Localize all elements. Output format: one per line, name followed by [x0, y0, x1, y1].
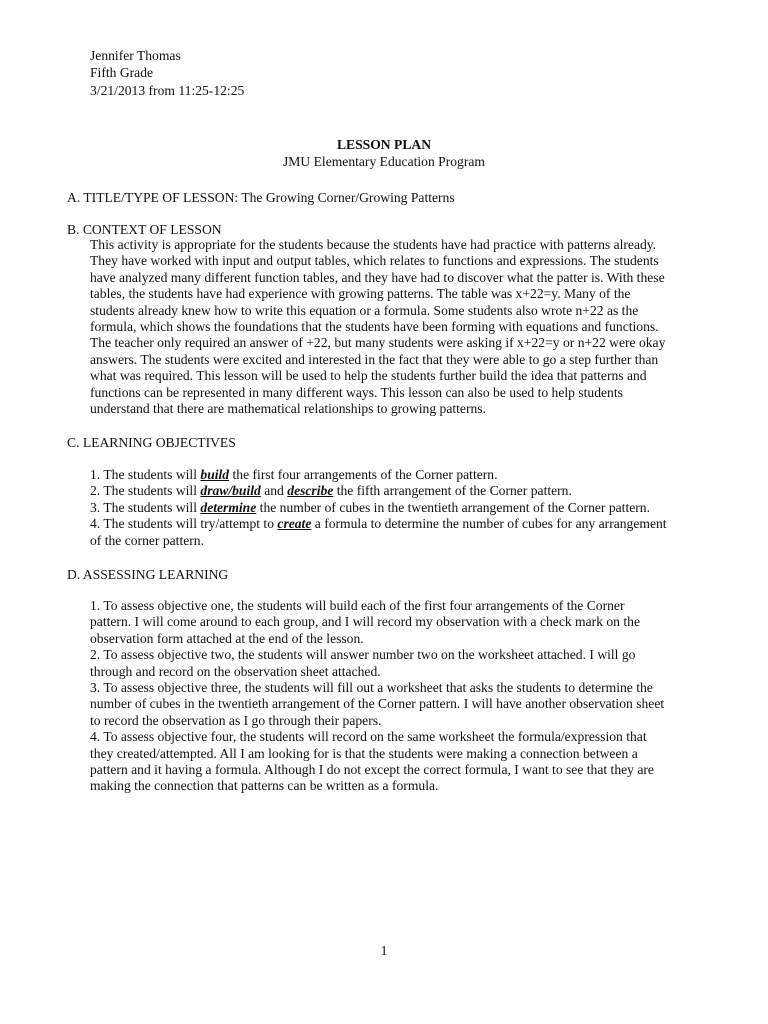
paragraph-line: observation form attached at the end of the lesson. [90, 630, 364, 646]
paragraph-line: they created/attempted. All I am looking for is that the students were making a connection between a [90, 745, 638, 761]
section-b-paragraph [90, 237, 690, 417]
grade-level: Fifth Grade [90, 65, 154, 81]
lesson-date-time: 3/21/2013 from 11:25-12:25 [90, 82, 245, 98]
section-b-heading: B. CONTEXT OF LESSON [67, 222, 222, 237]
objective-text: 4. The students will try/attempt to [90, 516, 278, 532]
author-name: Jennifer Thomas [90, 48, 181, 63]
paragraph-line: answers. The students were excited and interested in the fact that they were able to go a step further than [90, 351, 659, 367]
paragraph-line: what was required. This lesson will be used to help the students further build the idea that patterns and [90, 368, 647, 384]
objective-text: 1. The students will [90, 467, 201, 482]
paragraph-line: making the connection that patterns can be written as a formula. [90, 778, 439, 794]
objective-keyword: build [200, 467, 230, 482]
paragraph-line: students already knew how to write this equation or a formula. Some students also wrote n+22 as the [90, 302, 639, 318]
page-number: 1 [380, 943, 388, 958]
objective-keyword: describe [287, 483, 334, 499]
paragraph-line: This activity is appropriate for the students because the students have had practice with patterns already. [90, 237, 657, 252]
objective-text: the number of cubes in the twentieth arrangement of the Corner pattern. [256, 499, 650, 515]
paragraph-line: formula, which shows the foundations that the students have been forming with equations and functions. [90, 319, 659, 335]
paragraph-line: 3. To assess objective three, the students will fill out a worksheet that asks the students to determine the [90, 680, 653, 696]
section-a-heading: A. TITLE/TYPE OF LESSON: The Growing Corner/Growing Patterns [67, 190, 455, 205]
section-d-paragraph [90, 598, 690, 795]
objective-keyword: draw/build [200, 483, 261, 499]
paragraph-line: understand that there are mathematical relationships to growing patterns. [90, 401, 486, 417]
objective-text: and [260, 483, 288, 499]
objective-keyword: determine [200, 499, 257, 515]
paragraph-line: functions can be represented in many different ways. This lesson can also be used to help students [90, 384, 623, 400]
objective-item [90, 483, 690, 499]
title-block [0, 136, 768, 171]
paragraph-line: number of cubes in the twentieth arrangement of the Corner pattern. I will have another observation sheet [90, 696, 665, 712]
paragraph-line: The teacher only required an answer of +22, but many students were asking if x+22=y or n+22 were okay [90, 335, 666, 351]
paragraph-line: to record the observation as I go through their papers. [90, 712, 382, 728]
page-subtitle: JMU Elementary Education Program [283, 154, 485, 170]
paragraph-line: pattern. I will come around to each group, and I will record my observation with a check mark on the [90, 614, 640, 630]
objective-text: 3. The students will [90, 499, 201, 515]
paragraph-line: through and record on the observation sheet attached. [90, 663, 381, 679]
paragraph-line: tables, the students have had experience with growing patterns. The table was x+22=y. Many of the [90, 286, 631, 302]
paragraph-line: 1. To assess objective one, the students will build each of the first four arrangements of the Corner [90, 598, 625, 613]
objective-text: the first four arrangements of the Corner pattern. [229, 467, 498, 482]
objective-text: a formula to determine the number of cubes for any arrangement [311, 516, 667, 532]
objective-keyword: create [277, 516, 312, 532]
paragraph-line: 2. To assess objective two, the students will answer number two on the worksheet attached. I will go [90, 647, 636, 663]
objectives-list [90, 467, 690, 549]
paragraph-line: 4. To assess objective four, the students will record on the same worksheet the formula/expression that [90, 729, 647, 745]
objective-text: the fifth arrangement of the Corner pattern. [333, 483, 572, 499]
page-title: LESSON PLAN [336, 137, 432, 152]
paragraph-line: They have worked with input and output tables, which relates to functions and expressions. The students [90, 253, 659, 269]
objective-item [90, 467, 690, 483]
section-d-heading: D. ASSESSING LEARNING [67, 567, 229, 582]
objective-item [90, 500, 690, 516]
paragraph-line: have analyzed many different function tables, and they have had to discover what the patter is. With these [90, 269, 665, 285]
objective-item-continued: of the corner pattern. [90, 532, 204, 548]
objective-text: 2. The students will [90, 483, 201, 499]
objective-item [90, 516, 690, 532]
author-header [90, 47, 244, 99]
paragraph-line: pattern and it having a formula. Although I do not except the correct formula, I want to see that they are [90, 762, 654, 778]
section-c-heading: C. LEARNING OBJECTIVES [67, 435, 236, 450]
